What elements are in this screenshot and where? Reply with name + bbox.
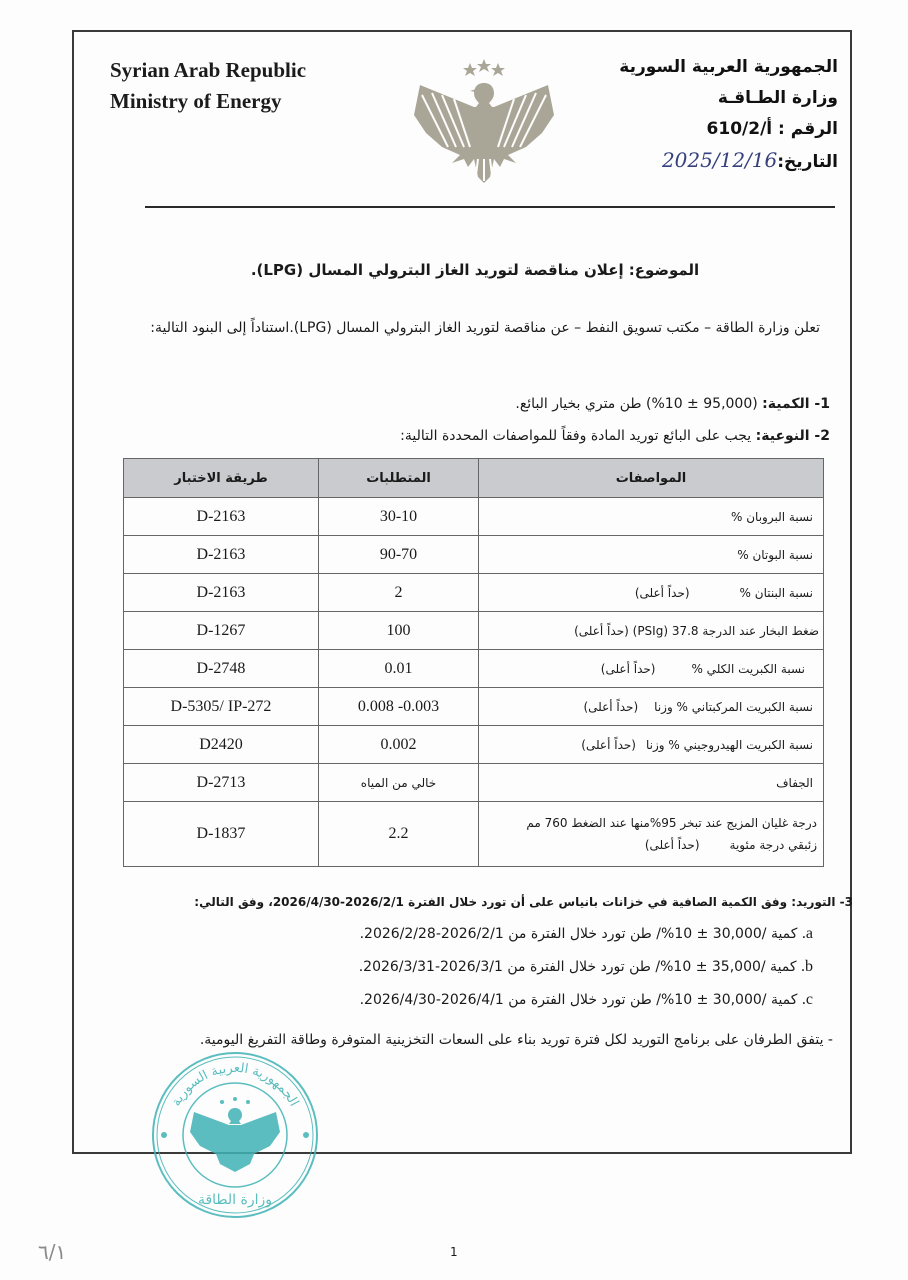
requirement-cell: 0.01 (319, 650, 479, 688)
method-cell: D-2163 (124, 574, 319, 612)
header-divider (145, 206, 835, 208)
supply-sub-item-b (213, 955, 813, 979)
spec-cell (479, 726, 824, 764)
quantity-label: 1- الكمية: (762, 396, 830, 412)
limit-note: (حداً أعلى) (644, 838, 700, 852)
page-number: 1 (450, 1245, 458, 1259)
spec-text: نسبة الكبريت المركبتاني % وزنا (654, 699, 813, 714)
table-row (124, 802, 824, 867)
spec-text-line2 (485, 834, 817, 856)
table-row (124, 650, 824, 688)
date-label: التاريخ: (777, 152, 838, 172)
quantity-text: (95,000 ± 10%) طن متري بخيار البائع. (515, 396, 758, 412)
sub-item-text: كمية /35,000 ± 10%/ طن تورد خلال الفترة من 2026/3/1-2026/3/31. (358, 959, 797, 975)
arabic-ministry: وزارة الطـاقـة (717, 88, 838, 108)
requirement-cell: 0.002 (319, 726, 479, 764)
requirement-cell: 2 (319, 574, 479, 612)
spec-text: ضغط البخار عند الدرجة 37.8 (PSIg) (632, 623, 819, 638)
header-requirements: المتطلبات (319, 459, 479, 498)
spec-cell (479, 536, 824, 574)
limit-note: (حداً أعلى) (583, 699, 639, 714)
spec-text: نسبة البنتان % (739, 585, 813, 600)
table-row (124, 612, 824, 650)
sub-item-text: كمية /30,000 ± 10%/ طن تورد خلال الفترة من 2026/4/1-2026/4/30. (359, 992, 798, 1008)
header-test-method: طريقة الاختبار (124, 459, 319, 498)
requirement-cell: 30-10 (319, 498, 479, 536)
header-specifications: المواصفات (479, 459, 824, 498)
table-row (124, 574, 824, 612)
quality-text: يجب على البائع توريد المادة وفقاً للمواصفات المحددة التالية: (400, 428, 752, 444)
sub-item-letter: a. (801, 925, 813, 942)
english-country: Syrian Arab Republic (110, 58, 307, 82)
english-ministry: Ministry of Energy (110, 89, 282, 113)
method-cell: D-1837 (124, 802, 319, 867)
method-cell: D-5305/ IP-272 (124, 688, 319, 726)
method-cell: D2420 (124, 726, 319, 764)
intro-paragraph: تعلن وزارة الطاقة – مكتب تسويق النفط – عن مناقصة لتوريد الغاز البترولي المسال (LPG).استناداً إلى البنود التالية: (150, 320, 820, 336)
supply-sub-item-a (213, 922, 813, 946)
requirement-cell: 2.2 (319, 802, 479, 867)
ministry-stamp (150, 1050, 320, 1220)
spec-text: نسبة الكبريت الكلي % (691, 661, 805, 676)
supply-note: - يتفق الطرفان على برنامج التوريد لكل فترة توريد بناء على السعات التخزينية المتوفرة وطاقة التفريغ اليومية. (199, 1032, 833, 1048)
arabic-country: الجمهورية العربية السورية (619, 57, 838, 77)
subject-line: الموضوع: إعلان مناقصة لتوريد الغاز البترولي المسال (LPG). (250, 261, 700, 279)
spec-cell (479, 688, 824, 726)
requirement-cell: خالي من المياه (319, 764, 479, 802)
item-quality (110, 424, 830, 448)
spec-text: نسبة البوتان % (737, 547, 813, 562)
spec-cell (479, 574, 824, 612)
stamp-eagle-icon (190, 1097, 280, 1172)
spec-text-continued: زئبقي درجة مئوية (729, 838, 817, 852)
arabic-header (598, 52, 838, 178)
limit-note: (حداً أعلى) (581, 737, 636, 752)
supply-sub-item-c (213, 988, 813, 1012)
reference-number (598, 114, 838, 145)
quality-label: 2- النوعية: (755, 428, 830, 444)
table-row (124, 688, 824, 726)
sub-item-text: كمية /30,000 ± 10%/ طن تورد خلال الفترة من 2026/2/1-2026/2/28. (359, 926, 798, 942)
table-row (124, 764, 824, 802)
limit-note: (حداً أعلى) (574, 623, 629, 638)
sub-item-letter: c. (801, 991, 813, 1008)
specifications-table (123, 458, 824, 867)
method-cell: D-2163 (124, 536, 319, 574)
reference-value: 610/2/أ (706, 119, 773, 139)
spec-text: نسبة البروبان % (731, 509, 813, 524)
spec-cell (479, 650, 824, 688)
spec-text: درجة غليان المزيج عند تبخر 95%منها عند الضغط 760 مم (526, 816, 817, 830)
stamp-text-top: الجمهورية العربية السورية (168, 1060, 302, 1110)
item-quantity (110, 392, 830, 416)
spec-cell (479, 802, 824, 867)
page-reference: ٦/١ (38, 1240, 67, 1264)
requirement-cell: 0.003- 0.008 (319, 688, 479, 726)
date-value: 2025/12/16 (661, 148, 778, 172)
table-row (124, 498, 824, 536)
method-cell: D-2713 (124, 764, 319, 802)
method-cell: D-1267 (124, 612, 319, 650)
stamp-text-bottom: وزارة الطاقة (197, 1192, 273, 1208)
table-row (124, 536, 824, 574)
table-header-row (124, 459, 824, 498)
limit-note: (حداً أعلى) (600, 661, 656, 676)
reference-label: الرقم : (778, 119, 838, 139)
spec-cell (479, 764, 824, 802)
document-date (598, 145, 838, 178)
spec-cell (479, 612, 824, 650)
supply-heading: 3- التوريد: وفق الكمية الصافية في خزانات بانياس على أن تورد خلال الفترة 2026/2/1-2026/4/30، وفق التالي: (194, 895, 853, 909)
spec-text: نسبة الكبريت الهيدروجيني % وزنا (645, 737, 813, 752)
eagle-emblem-icon (412, 55, 557, 185)
requirement-cell: 90-70 (319, 536, 479, 574)
requirement-cell: 100 (319, 612, 479, 650)
method-cell: D-2748 (124, 650, 319, 688)
english-header (110, 55, 306, 117)
table-row (124, 726, 824, 764)
spec-text: الجفاف (776, 775, 813, 790)
spec-cell (479, 498, 824, 536)
limit-note: (حداً أعلى) (634, 585, 690, 600)
method-cell: D-2163 (124, 498, 319, 536)
sub-item-letter: b. (801, 958, 813, 975)
